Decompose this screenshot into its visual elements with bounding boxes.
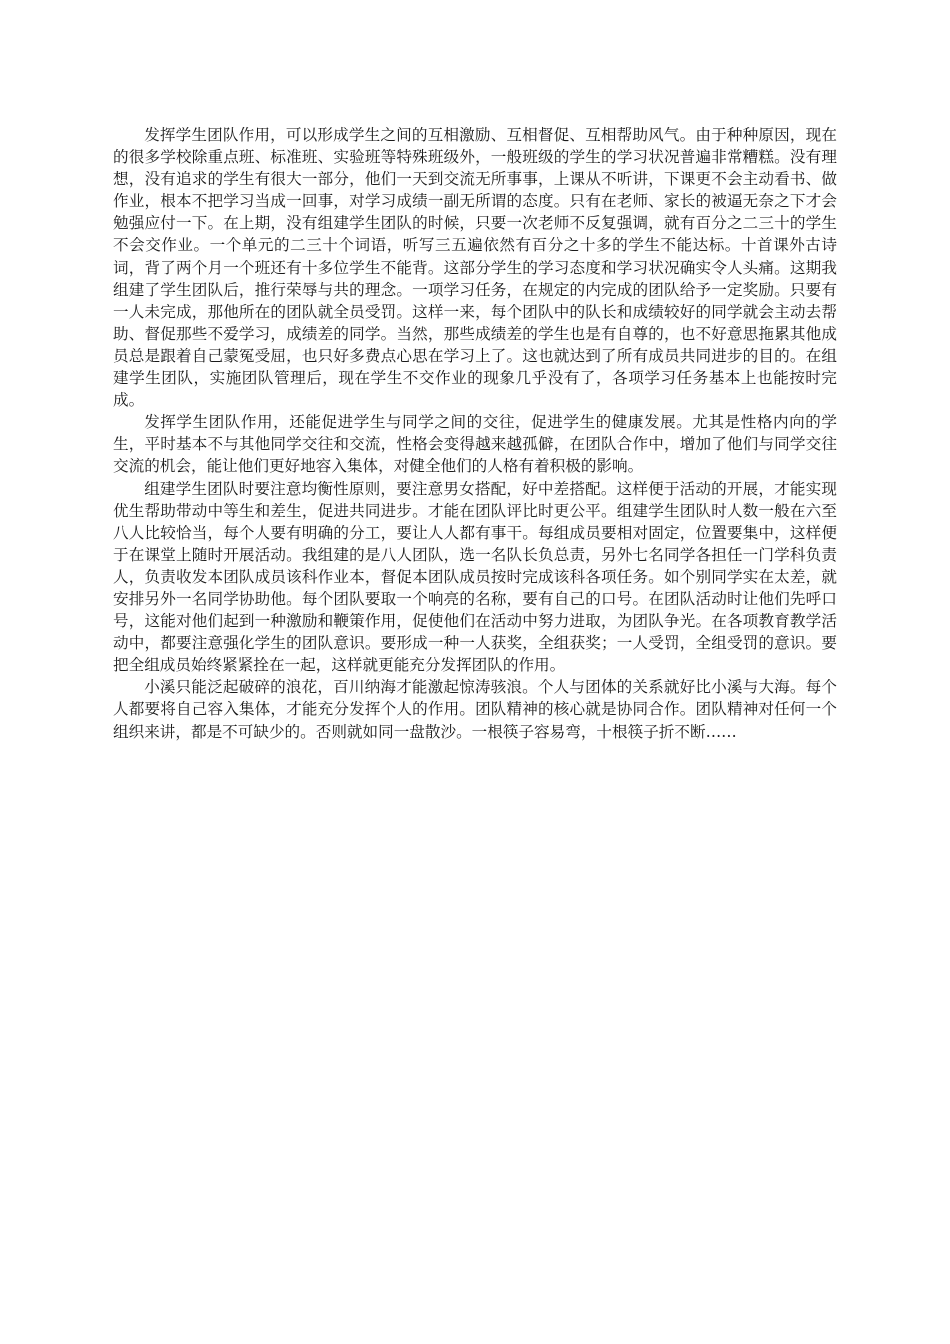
document-body [113,124,837,743]
paragraph-team-motivation: 发挥学生团队作用，可以形成学生之间的互相激励、互相督促、互相帮助风气。由于种种原因，现在的很多学校除重点班、标准班、实验班等特殊班级外，一般班级的学生的学习状况普遍非常糟糕。没有理想，没有追求的学生有很大一部分，他们一天到交流无所事事，上课从不听讲，下课更不会主动看书、做作业，根本不把学习当成一回事，对学习成绩一副无所谓的态度。只有在老师、家长的被逼无奈之下才会勉强应付一下。在上期，没有组建学生团队的时候，只要一次老师不反复强调，就有百分之二三十的学生不会交作业。一个单元的二三十个词语，听写三五遍依然有百分之十多的学生不能达标。十首课外古诗词，背了两个月一个班还有十多位学生不能背。这部分学生的学习态度和学习状况确实令人头痛。这期我组建了学生团队后，推行荣辱与共的理念。一项学习任务，在规定的内完成的团队给予一定奖励。只要有一人未完成，那他所在的团队就全员受罚。这样一来，每个团队中的队长和成绩较好的同学就会主动去帮助、督促那些不爱学习，成绩差的同学。当然，那些成绩差的学生也是有自尊的，也不好意思拖累其他成员总是跟着自己蒙冤受屈，也只好多费点心思在学习上了。这也就达到了所有成员共同进步的目的。在组建学生团队，实施团队管理后，现在学生不交作业的现象几乎没有了，各项学习任务基本上也能按时完成。 [113,126,837,410]
paragraph-student-interaction: 发挥学生团队作用，还能促进学生与同学之间的交往，促进学生的健康发展。尤其是性格内向的学生，平时基本不与其他同学交往和交流，性格会变得越来越孤僻，在团队合作中，增加了他们与同学交往交流的机会，能让他们更好地容入集体，对健全他们的人格有着积极的影响。 [113,413,837,476]
paragraph-team-spirit: 小溪只能泛起破碎的浪花，百川纳海才能激起惊涛骇浪。个人与团体的关系就好比小溪与大海。每个人都要将自己容入集体，才能充分发挥个人的作用。团队精神的核心就是协同合作。团队精神对任何一个组织来讲，都是不可缺少的。否则就如同一盘散沙。一根筷子容易弯，十根筷子折不断…… [113,678,837,741]
paragraph-team-organization: 组建学生团队时要注意均衡性原则，要注意男女搭配，好中差搭配。这样便于活动的开展，才能实现优生帮助带动中等生和差生，促进共同进步。才能在团队评比时更公平。组建学生团队时人数一般在六至八人比较恰当，每个人要有明确的分工，要让人人都有事干。每组成员要相对固定，位置要集中，这样便于在课堂上随时开展活动。我组建的是八人团队，选一名队长负总责，另外七名同学各担任一门学科负责人，负责收发本团队成员该科作业本，督促本团队成员按时完成该科各项任务。如个别同学实在太差，就安排另外一名同学协助他。每个团队要取一个响亮的名称，要有自己的口号。在团队活动时让他们先呼口号，这能对他们起到一种激励和鞭策作用，促使他们在活动中努力进取，为团队争光。在各项教育教学活动中，都要注意强化学生的团队意识。要形成一种一人获奖，全组获奖；一人受罚，全组受罚的意识。要把全组成员始终紧紧拴在一起，这样就更能充分发挥团队的作用。 [113,479,837,675]
